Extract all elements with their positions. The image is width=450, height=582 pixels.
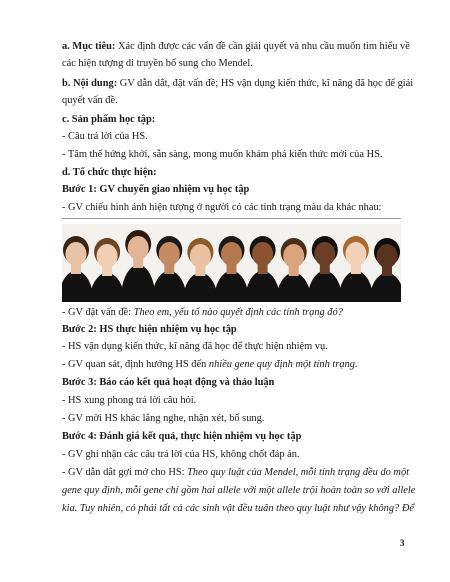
child-body	[151, 270, 187, 302]
child-body	[214, 270, 250, 302]
organization-heading: d. Tổ chức thực hiện:	[62, 167, 157, 178]
step-1-title: Bước 1: GV chuyển giao nhiệm vụ học tập	[62, 184, 250, 195]
step-2-line-2: - GV quan sát, định hướng HS đến nhiều gene quy định một tính trạng.	[62, 359, 358, 370]
child-body	[182, 272, 218, 302]
children-group-illustration	[62, 224, 401, 302]
child-face	[283, 244, 304, 268]
child-face	[66, 242, 87, 266]
objective-line-2: các hiện tượng di truyền bổ sung cho Mendel.	[62, 58, 253, 69]
product-item-2: - Tâm thế hứng khởi, sẵn sàng, mong muốn khám phá kiến thức mới của HS.	[62, 149, 383, 160]
step-3-title: Bước 3: Báo cáo kết quả hoạt động và thảo luận	[62, 377, 275, 388]
child-face	[252, 242, 273, 266]
step-1-line-1: - GV chiếu hình ảnh hiện tượng ở người có các tính trạng màu da khác nhau:	[62, 202, 382, 213]
product-item-1: - Câu trả lời của HS.	[62, 131, 148, 142]
step-2-title: Bước 2: HS thực hiện nhiệm vụ học tập	[62, 324, 237, 335]
child-face	[345, 242, 366, 266]
child-body	[307, 270, 343, 302]
step-4-line-1: - GV ghi nhận các câu trả lời của HS, không chốt đáp án.	[62, 449, 300, 460]
child-face	[128, 236, 149, 260]
step-4-line-4: kia. Tuy nhiên, có phải tất cả các sinh vật đều tuân theo quy luật như vậy không? Để	[62, 503, 414, 514]
step-3-line-1: - HS xung phong trả lời câu hỏi.	[62, 395, 197, 406]
content-line-2: quyết vấn đề.	[62, 95, 118, 106]
product-heading: c. Sản phẩm học tập:	[62, 114, 156, 125]
photo-top-rule	[62, 218, 401, 219]
step-4-line-2: - GV dẫn dắt gợi mở cho HS: Theo quy luật của Mendel, mỗi tính trạng đều do một	[62, 467, 410, 478]
objective-line-1: a. Mục tiêu: Xác định được các vấn đề cần giải quyết và nhu cầu muốn tìm hiểu về	[62, 41, 410, 52]
child-face	[159, 242, 180, 266]
child-face	[190, 244, 211, 268]
step-3-line-2: - GV mời HS khác lắng nghe, nhận xét, bổ sung.	[62, 413, 265, 424]
child-body	[276, 272, 312, 302]
child-body	[62, 270, 94, 302]
child-face	[97, 244, 118, 268]
child-face	[314, 242, 335, 266]
step-1-question: - GV đặt vấn đề: Theo em, yếu tố nào quyết định các tính trạng đó?	[62, 307, 343, 318]
content-line-1: b. Nội dung: GV dẫn dắt, đặt vấn đề; HS vận dụng kiến thức, kĩ năng đã học để giải	[62, 78, 414, 89]
child-body	[338, 270, 374, 302]
child-body	[369, 272, 401, 302]
child-body	[89, 272, 125, 302]
child-body	[120, 264, 156, 302]
child-body	[245, 270, 281, 302]
step-2-line-1: - HS vận dụng kiến thức, kĩ năng đã học để thực hiện nhiệm vụ.	[62, 341, 328, 352]
step-4-line-3: gene quy định, mỗi gene chỉ gồm hai allele với một allele trội hoàn toàn so với allele	[62, 485, 416, 496]
child-face	[377, 244, 398, 268]
step-4-title: Bước 4: Đánh giá kết quả, thực hiện nhiệm vụ học tập	[62, 431, 302, 442]
page-number: 3	[400, 538, 405, 548]
skin-color-photo	[62, 224, 401, 302]
child-face	[221, 242, 242, 266]
